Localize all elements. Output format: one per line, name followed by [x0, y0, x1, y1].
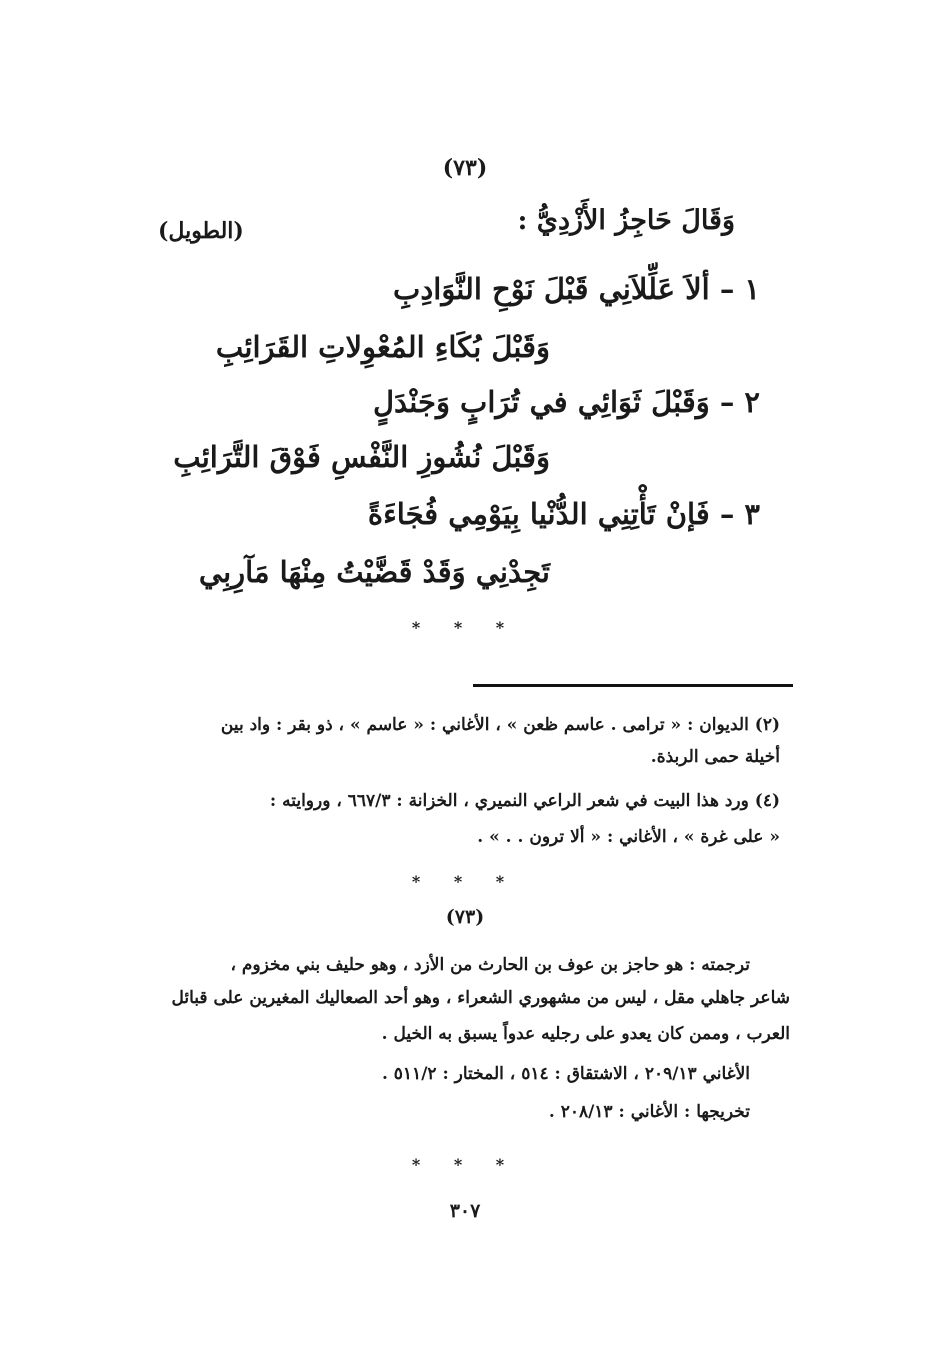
- footnote-4-line-1: (٤) ورد هذا البيت في شعر الراعي النميري ، الخزانة : ٦٦٧/٣ ، وروايته :: [269, 791, 780, 811]
- biography-line-3: العرب ، وممن كان يعدو على رجليه عدواً يسبق به الخيل .: [381, 1024, 790, 1044]
- poem-meter: (الطويل): [158, 218, 244, 244]
- biography-line-2: شاعر جاهلي مقل ، ليس من مشهوري الشعراء ، وهو أحد الصعاليك المغيرين على قبائل: [171, 988, 790, 1008]
- footnote-4-line-2: « على غرة » ، الأغاني : « ألا ترون . . » .: [477, 827, 780, 847]
- verse-2-first-hemistich: ٢ – وَقَبْلَ ثَوَائِي في تُرَابٍ وَجَنْدَلٍ: [372, 385, 760, 419]
- footnote-divider: [473, 684, 793, 687]
- footnote-2-line-1: (٢) الديوان : « ترامى . عاسم ظعن » ، الأغاني : « عاسم » ، ذو بقر : واد بين: [220, 715, 780, 735]
- verse-3-second-hemistich: تَجِدْنِي وَقَدْ قَضَّيْتُ مِنْهَا مَآرِبِي: [198, 555, 550, 589]
- biography-number: (٧٣): [445, 906, 485, 928]
- poem-separator: * * *: [411, 618, 519, 637]
- verse-1-second-hemistich: وَقَبْلَ بُكَاءِ المُعْوِلاتِ القَرَائِبِ: [215, 330, 550, 364]
- poem-number: (٧٣): [442, 155, 488, 181]
- poem-intro: وَقَالَ حَاجِزُ الأَزْدِيُّ :: [517, 205, 735, 236]
- verse-3-first-hemistich: ٣ – فَإنْ تَأْتِنِي الدُّنْيا بِيَوْمِي فُجَاءَةً: [367, 497, 760, 531]
- footnote-2-line-2: أخيلة حمى الربذة.: [650, 747, 780, 767]
- footnotes-separator: * * *: [411, 872, 519, 891]
- biography-takhrij: تخريجها : الأغاني : ٢٠٨/١٣ .: [548, 1102, 750, 1122]
- biography-separator: * * *: [411, 1155, 519, 1174]
- page-number: ٣٠٧: [449, 1200, 481, 1222]
- verse-1-first-hemistich: ١ – ألاَ عَلِّلاَنِي قَبْلَ نَوْحِ النَّوَادِبِ: [393, 272, 760, 306]
- biography-sources: الأغاني ٢٠٩/١٣ ، الاشتقاق : ٥١٤ ، المختار : ٥١١/٢ .: [381, 1064, 750, 1084]
- verse-2-second-hemistich: وَقَبْلَ نُشُوزِ النَّفْسِ فَوْقَ التَّرَائِبِ: [173, 440, 550, 474]
- biography-line-1: ترجمته : هو حاجز بن عوف بن الحارث من الأزد ، وهو حليف بني مخزوم ،: [230, 955, 750, 975]
